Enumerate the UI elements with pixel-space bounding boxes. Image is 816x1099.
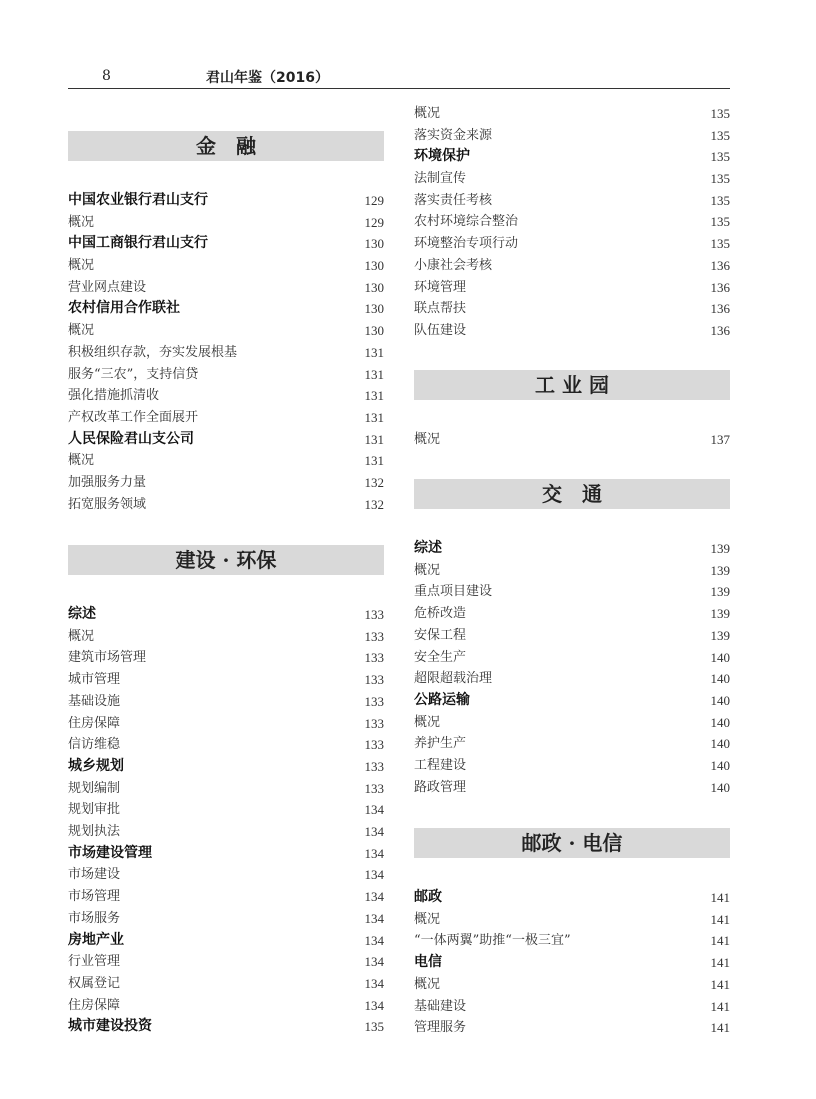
- entry-title: 房地产业: [68, 932, 124, 948]
- toc-entry[interactable]: [414, 755, 730, 776]
- entry-title: 养护生产: [414, 736, 467, 751]
- toc-entry[interactable]: [68, 886, 384, 907]
- toc-entry[interactable]: [414, 733, 730, 754]
- entry-page-number: 141: [710, 912, 730, 927]
- entry-title: 规划审批: [68, 802, 121, 817]
- entry-title: 工程建设: [414, 758, 467, 773]
- entry-title: 环境保护: [414, 148, 470, 164]
- entry-page-number: 141: [710, 933, 730, 948]
- toc-entry[interactable]: [68, 713, 384, 734]
- toc-section-heading[interactable]: [68, 930, 384, 951]
- entry-title: 基础设施: [68, 694, 121, 709]
- entry-page-number: 135: [710, 214, 730, 229]
- entry-page-number: 141: [710, 977, 730, 992]
- toc-entry[interactable]: [68, 407, 384, 428]
- entry-page-number: 139: [710, 606, 730, 621]
- entry-title: 法制宣传: [414, 171, 467, 186]
- toc-entry[interactable]: [414, 625, 730, 646]
- entry-title: 概况: [68, 323, 95, 338]
- entry-page-number: 134: [364, 824, 384, 839]
- toc-section-heading[interactable]: [68, 604, 384, 625]
- entry-page-number: 140: [710, 671, 730, 686]
- entry-page-number: 132: [364, 475, 384, 490]
- entry-title: 危桥改造: [414, 606, 467, 621]
- entry-title: 概况: [414, 432, 441, 447]
- toc-entry[interactable]: [414, 560, 730, 581]
- entry-page-number: 135: [364, 1019, 384, 1034]
- entry-page-number: 134: [364, 998, 384, 1013]
- entry-title: 概况: [414, 106, 441, 121]
- entry-page-number: 135: [710, 149, 730, 164]
- entry-page-number: 134: [364, 846, 384, 861]
- entry-page-number: 133: [364, 629, 384, 644]
- entry-title: 市场服务: [68, 911, 121, 926]
- entry-page-number: 140: [710, 693, 730, 708]
- entry-title: 信访维稳: [68, 737, 121, 752]
- entry-page-number: 134: [364, 976, 384, 991]
- section-title: 邮政 · 电信: [414, 828, 730, 858]
- entry-page-number: 134: [364, 889, 384, 904]
- entry-title: 行业管理: [68, 954, 121, 969]
- entry-page-number: 134: [364, 867, 384, 882]
- entry-title: 安全生产: [414, 650, 467, 665]
- toc-entry[interactable]: [414, 168, 730, 189]
- section-title: 工 业 园: [414, 370, 730, 400]
- entry-title: 邮政: [414, 889, 442, 905]
- entry-page-number: 136: [710, 301, 730, 316]
- toc-section-heading[interactable]: [68, 756, 384, 777]
- toc-entry[interactable]: [68, 626, 384, 647]
- toc-section-heading[interactable]: [414, 146, 730, 167]
- toc-entry[interactable]: [68, 320, 384, 341]
- entry-title: 概况: [68, 629, 95, 644]
- entry-title: 电信: [414, 954, 442, 970]
- page-number: 8: [102, 68, 111, 84]
- entry-title: 管理服务: [414, 1020, 467, 1035]
- entry-title: 综述: [414, 540, 442, 556]
- toc-entry[interactable]: [414, 777, 730, 798]
- toc-entry[interactable]: [68, 951, 384, 972]
- entry-title: 概况: [68, 215, 95, 230]
- entry-page-number: 130: [364, 301, 384, 316]
- entry-page-number: 139: [710, 584, 730, 599]
- entry-page-number: 133: [364, 781, 384, 796]
- entry-page-number: 141: [710, 955, 730, 970]
- toc-entry[interactable]: [414, 429, 730, 450]
- toc-entry[interactable]: [414, 930, 730, 951]
- section-title: 交 通: [414, 479, 730, 509]
- entry-page-number: 140: [710, 715, 730, 730]
- entry-page-number: 135: [710, 171, 730, 186]
- toc-section-heading[interactable]: [68, 1016, 384, 1037]
- entry-page-number: 133: [364, 672, 384, 687]
- entry-title: 概况: [414, 977, 441, 992]
- entry-page-number: 139: [710, 563, 730, 578]
- toc-entry[interactable]: [414, 996, 730, 1017]
- entry-title: “一体两翼”助推“一极三宜”: [414, 933, 571, 948]
- entry-title: 落实资金来源: [414, 128, 493, 143]
- entry-page-number: 139: [710, 541, 730, 556]
- entry-page-number: 136: [710, 258, 730, 273]
- entry-page-number: 140: [710, 736, 730, 751]
- entry-title: 营业网点建设: [68, 280, 147, 295]
- entry-page-number: 136: [710, 323, 730, 338]
- toc-section-heading[interactable]: [68, 190, 384, 211]
- toc-entry[interactable]: [414, 211, 730, 232]
- toc-section-heading[interactable]: [68, 298, 384, 319]
- entry-page-number: 135: [710, 106, 730, 121]
- entry-title: 超限超载治理: [414, 671, 493, 686]
- toc-section-heading[interactable]: [414, 538, 730, 559]
- toc-entry[interactable]: [414, 603, 730, 624]
- entry-page-number: 134: [364, 802, 384, 817]
- entry-page-number: 141: [710, 999, 730, 1014]
- entry-page-number: 135: [710, 128, 730, 143]
- entry-title: 城乡规划: [68, 758, 124, 774]
- entry-title: 综述: [68, 606, 96, 622]
- entry-title: 市场建设: [68, 867, 121, 882]
- entry-title: 路政管理: [414, 780, 467, 795]
- entry-page-number: 141: [710, 890, 730, 905]
- entry-title: 概况: [414, 715, 441, 730]
- entry-page-number: 133: [364, 716, 384, 731]
- section-title: 金 融: [68, 131, 384, 161]
- entry-page-number: 132: [364, 497, 384, 512]
- entry-title: 联点帮扶: [414, 301, 467, 316]
- entry-title: 落实责任考核: [414, 193, 493, 208]
- entry-page-number: 140: [710, 780, 730, 795]
- entry-page-number: 133: [364, 694, 384, 709]
- toc-entry[interactable]: [414, 103, 730, 124]
- entry-page-number: 134: [364, 911, 384, 926]
- entry-title: 农村信用合作联社: [68, 300, 180, 316]
- entry-page-number: 135: [710, 193, 730, 208]
- toc-entry[interactable]: [414, 668, 730, 689]
- entry-page-number: 130: [364, 258, 384, 273]
- entry-title: 市场建设管理: [68, 845, 152, 861]
- toc-entry[interactable]: [414, 190, 730, 211]
- entry-title: 住房保障: [68, 716, 121, 731]
- toc-entry[interactable]: [68, 821, 384, 842]
- toc-entry[interactable]: [68, 778, 384, 799]
- entry-title: 建筑市场管理: [68, 650, 147, 665]
- toc-entry[interactable]: [414, 712, 730, 733]
- toc-entry[interactable]: [414, 277, 730, 298]
- toc-entry[interactable]: [414, 320, 730, 341]
- toc-section-heading[interactable]: [414, 952, 730, 973]
- page-header: [68, 66, 730, 89]
- entry-page-number: 133: [364, 650, 384, 665]
- toc-entry[interactable]: [68, 385, 384, 406]
- entry-page-number: 133: [364, 737, 384, 752]
- entry-title: 队伍建设: [414, 323, 467, 338]
- entry-title: 安保工程: [414, 628, 467, 643]
- entry-page-number: 130: [364, 280, 384, 295]
- toc-entry[interactable]: [68, 364, 384, 385]
- toc-entry[interactable]: [414, 1017, 730, 1038]
- entry-page-number: 139: [710, 628, 730, 643]
- entry-page-number: 131: [364, 367, 384, 382]
- entry-title: 拓宽服务领域: [68, 497, 147, 512]
- entry-title: 加强服务力量: [68, 475, 147, 490]
- toc-entry[interactable]: [68, 734, 384, 755]
- toc-section-heading[interactable]: [68, 843, 384, 864]
- entry-title: 概况: [68, 453, 95, 468]
- toc-section-heading[interactable]: [68, 233, 384, 254]
- entry-title: 城市建设投资: [68, 1018, 152, 1034]
- entry-title: 权属登记: [68, 976, 121, 991]
- toc-entry[interactable]: [68, 342, 384, 363]
- entry-title: 产权改革工作全面展开: [68, 410, 199, 425]
- toc-entry[interactable]: [414, 298, 730, 319]
- entry-title: 城市管理: [68, 672, 121, 687]
- entry-title: 农村环境综合整治: [414, 214, 519, 229]
- entry-page-number: 133: [364, 759, 384, 774]
- toc-entry[interactable]: [414, 125, 730, 146]
- entry-page-number: 136: [710, 280, 730, 295]
- entry-title: 住房保障: [68, 998, 121, 1013]
- entry-page-number: 134: [364, 933, 384, 948]
- toc-entry[interactable]: [68, 647, 384, 668]
- toc-entry[interactable]: [68, 995, 384, 1016]
- book-title: 君山年鉴（2016）: [206, 70, 329, 86]
- entry-title: 概况: [68, 258, 95, 273]
- entry-page-number: 140: [710, 758, 730, 773]
- toc-entry[interactable]: [68, 450, 384, 471]
- entry-page-number: 135: [710, 236, 730, 251]
- toc-entry[interactable]: [68, 973, 384, 994]
- toc-entry[interactable]: [68, 908, 384, 929]
- toc-entry[interactable]: [414, 909, 730, 930]
- entry-title: 重点项目建设: [414, 584, 493, 599]
- toc-entry[interactable]: [68, 255, 384, 276]
- toc-section-heading[interactable]: [68, 429, 384, 450]
- entry-title: 强化措施抓清收: [68, 388, 160, 403]
- toc-entry[interactable]: [414, 647, 730, 668]
- toc-entry[interactable]: [68, 691, 384, 712]
- toc-entry[interactable]: [68, 864, 384, 885]
- toc-entry[interactable]: [68, 212, 384, 233]
- toc-entry[interactable]: [68, 494, 384, 515]
- entry-title: 公路运输: [414, 692, 470, 708]
- entry-page-number: 131: [364, 453, 384, 468]
- entry-title: 概况: [414, 563, 441, 578]
- entry-page-number: 130: [364, 236, 384, 251]
- entry-page-number: 131: [364, 388, 384, 403]
- entry-page-number: 131: [364, 345, 384, 360]
- entry-title: 人民保险君山支公司: [68, 431, 194, 447]
- toc-entry[interactable]: [414, 974, 730, 995]
- toc-entry[interactable]: [414, 255, 730, 276]
- entry-title: 规划执法: [68, 824, 121, 839]
- entry-title: 服务“三农”，支持信贷: [68, 367, 199, 382]
- toc-section-heading[interactable]: [414, 887, 730, 908]
- entry-page-number: 134: [364, 954, 384, 969]
- entry-page-number: 137: [710, 432, 730, 447]
- entry-page-number: 129: [364, 215, 384, 230]
- toc-entry[interactable]: [68, 277, 384, 298]
- entry-title: 中国工商银行君山支行: [68, 235, 208, 251]
- entry-page-number: 129: [364, 193, 384, 208]
- toc-entry[interactable]: [414, 581, 730, 602]
- entry-title: 中国农业银行君山支行: [68, 192, 208, 208]
- toc-entry[interactable]: [68, 669, 384, 690]
- toc-section-heading[interactable]: [414, 690, 730, 711]
- entry-title: 市场管理: [68, 889, 121, 904]
- toc-entry[interactable]: [68, 799, 384, 820]
- entry-page-number: 130: [364, 323, 384, 338]
- entry-title: 概况: [414, 912, 441, 927]
- toc-entry[interactable]: [414, 233, 730, 254]
- entry-title: 基础建设: [414, 999, 467, 1014]
- entry-title: 环境整治专项行动: [414, 236, 519, 251]
- entry-page-number: 141: [710, 1020, 730, 1035]
- section-title: 建设 · 环保: [68, 545, 384, 575]
- entry-page-number: 131: [364, 410, 384, 425]
- entry-title: 小康社会考核: [414, 258, 493, 273]
- entry-page-number: 140: [710, 650, 730, 665]
- entry-title: 积极组织存款，夯实发展根基: [68, 345, 238, 360]
- entry-page-number: 131: [364, 432, 384, 447]
- entry-title: 环境管理: [414, 280, 467, 295]
- toc-entry[interactable]: [68, 472, 384, 493]
- entry-page-number: 133: [364, 607, 384, 622]
- entry-title: 规划编制: [68, 781, 121, 796]
